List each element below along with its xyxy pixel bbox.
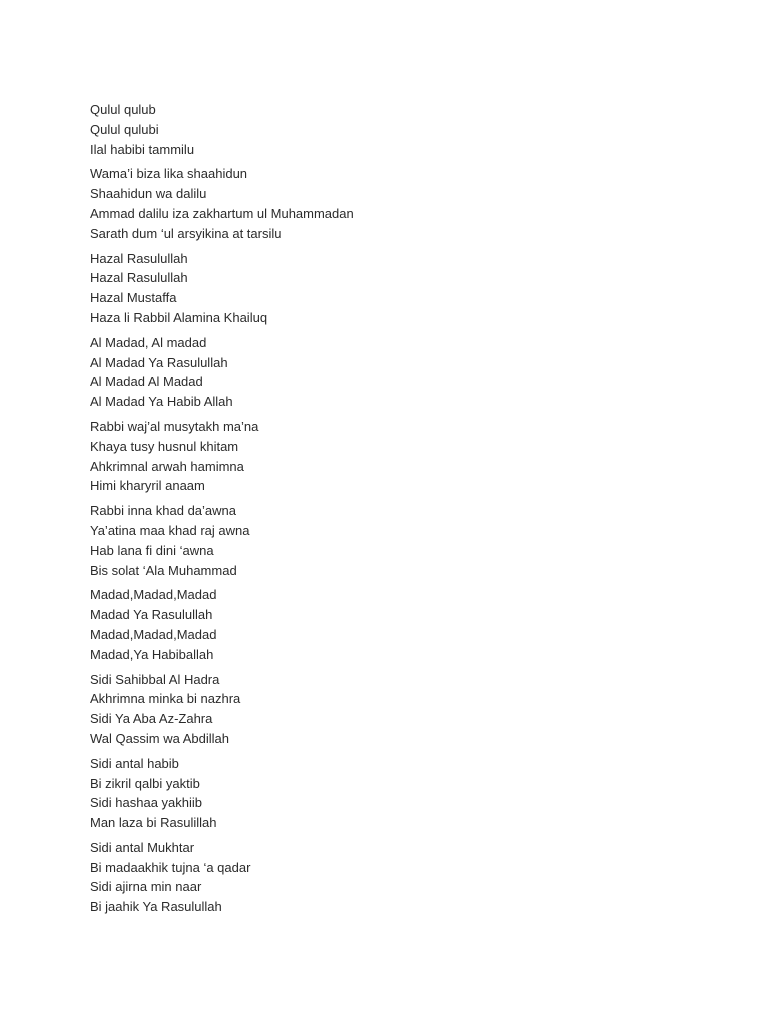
stanza-line: Hab lana fi dini ‘awna — [90, 542, 214, 558]
stanza-line: Sidi Ya Aba Az-Zahra — [90, 711, 213, 727]
stanza-8 — [90, 670, 730, 749]
stanza-line: Bis solat ‘Ala Muhammad — [90, 562, 237, 578]
stanza-line: Madad,Madad,Madad — [90, 626, 217, 642]
stanza-line: Al Madad Ya Rasulullah — [90, 354, 228, 370]
stanza-7 — [90, 585, 730, 664]
stanza-line: Sidi hashaa yakhiib — [90, 795, 203, 811]
stanza-line: Shaahidun wa dalilu — [90, 186, 207, 202]
stanza-2 — [90, 164, 730, 243]
stanza-line: Madad,Ya Habiballah — [90, 646, 214, 662]
stanza-9 — [90, 754, 730, 833]
stanza-line: Qulul qulubi — [90, 121, 159, 137]
lyrics-document — [90, 100, 730, 922]
stanza-line: Khaya tusy husnul khitam — [90, 438, 239, 454]
stanza-line: Al Madad, Al madad — [90, 334, 207, 350]
stanza-line: Rabbi waj’al musytakh ma’na — [90, 418, 259, 434]
stanza-line: Wama’i biza lika shaahidun — [90, 166, 248, 182]
stanza-line: Wal Qassim wa Abdillah — [90, 730, 229, 746]
stanza-line: Ahkrimnal arwah hamimna — [90, 458, 244, 474]
stanza-1 — [90, 100, 730, 159]
stanza-line: Haza li Rabbil Alamina Khailuq — [90, 309, 268, 325]
stanza-line: Man laza bi Rasulillah — [90, 815, 217, 831]
stanza-line: Madad,Madad,Madad — [90, 587, 217, 603]
stanza-6 — [90, 501, 730, 580]
stanza-5 — [90, 417, 730, 496]
stanza-line: Bi zikril qalbi yaktib — [90, 775, 200, 791]
stanza-3 — [90, 249, 730, 328]
stanza-line: Sarath dum ‘ul arsyikina at tarsilu — [90, 225, 282, 241]
stanza-line: Qulul qulub — [90, 102, 156, 117]
stanza-line: Bi madaakhik tujna ‘a qadar — [90, 859, 251, 875]
stanza-10 — [90, 838, 730, 917]
stanza-line: Himi kharyril anaam — [90, 478, 205, 494]
stanza-line: Akhrimna minka bi nazhra — [90, 691, 241, 707]
stanza-line: Sidi antal habib — [90, 755, 179, 771]
stanza-4 — [90, 333, 730, 412]
stanza-line: Bi jaahik Ya Rasulullah — [90, 899, 222, 915]
stanza-line: Madad Ya Rasulullah — [90, 607, 213, 623]
stanza-line: Ilal habibi tammilu — [90, 141, 195, 157]
stanza-line: Hazal Rasulullah — [90, 250, 188, 266]
stanza-line: Sidi ajirna min naar — [90, 879, 202, 895]
stanza-line: Hazal Mustaffa — [90, 290, 177, 306]
stanza-line: Rabbi inna khad da’awna — [90, 503, 236, 519]
stanza-line: Sidi Sahibbal Al Hadra — [90, 671, 220, 687]
stanza-line: Al Madad Ya Habib Allah — [90, 394, 233, 410]
stanza-line: Al Madad Al Madad — [90, 374, 203, 390]
stanza-line: Ammad dalilu iza zakhartum ul Muhammadan — [90, 205, 354, 221]
stanza-line: Sidi antal Mukhtar — [90, 839, 195, 855]
stanza-line: Hazal Rasulullah — [90, 270, 188, 286]
stanza-line: Ya’atina maa khad raj awna — [90, 522, 250, 538]
